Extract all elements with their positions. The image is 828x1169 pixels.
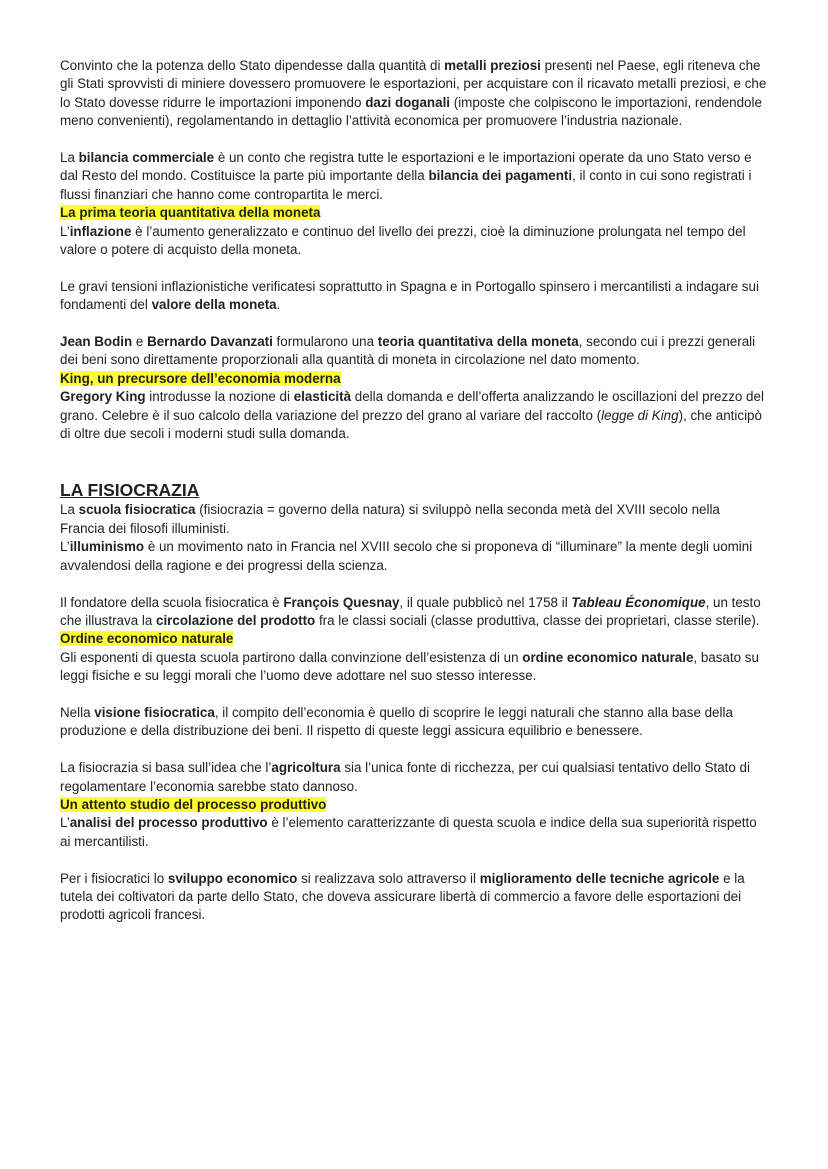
bold-term: sviluppo economico bbox=[167, 870, 298, 886]
text-run: della domanda e dell’offerta analizzando le oscillazioni del prezzo del grano. Celebre è il suo calcolo della variazione del prezzo del grano al variare del raccolto ( bbox=[60, 389, 764, 423]
bold-term: bilancia commerciale bbox=[78, 150, 215, 166]
bold-term: teoria quantitativa della moneta bbox=[377, 334, 579, 350]
bold-term: scuola fisiocratica bbox=[78, 502, 196, 518]
bold-term: Jean Bodin bbox=[60, 334, 133, 350]
paragraph-money-value bbox=[60, 278, 768, 315]
paragraph-analisi-processo bbox=[60, 814, 768, 851]
heading-processo-produttivo bbox=[60, 796, 768, 814]
bold-term: valore della moneta bbox=[151, 297, 277, 313]
text-run: Gli esponenti di questa scuola partirono dalla convinzione dell’esistenza di un bbox=[60, 649, 523, 665]
text-run: presenti nel Paese, egli riteneva che gli Stati sprovvisti di miniere dovessero promuovere le esportazioni, per acquistare con il ricavato metalli preziosi, e che lo Stato dovesse ridurre le importazioni imponendo bbox=[60, 58, 767, 110]
paragraph-inflation bbox=[60, 223, 768, 260]
text-run: è l’elemento caratterizzante di questa scuola e indice della sua superiorità rispetto ai mercantilisti. bbox=[60, 815, 757, 849]
text-run: Nella bbox=[60, 704, 95, 720]
paragraph-bodin-davanzati bbox=[60, 333, 768, 370]
text-run: , secondo cui i prezzi generali dei beni sono direttamente proporzionali alla quantità di moneta in circolazione nel dato momento. bbox=[60, 334, 756, 368]
text-run: sia l’unica fonte di ricchezza, per cui qualsiasi tentativo dello Stato di regolamentare l’economia sarebbe stato dannoso. bbox=[60, 760, 750, 794]
text-run: Le gravi tensioni inflazionistiche verificatesi soprattutto in Spagna e in Portogallo spinsero i mercantilisti a indagare sui fondamenti del bbox=[60, 278, 759, 313]
bold-term: dazi doganali bbox=[365, 94, 451, 110]
bold-term: François Quesnay bbox=[283, 594, 400, 610]
paragraph-trade-balance bbox=[60, 149, 768, 204]
bold-term: miglioramento delle tecniche agricole bbox=[479, 870, 720, 886]
bold-term: analisi del processo produttivo bbox=[69, 815, 268, 831]
text-run: introdusse la nozione di bbox=[145, 389, 294, 405]
paragraph-illuminismo bbox=[60, 538, 768, 575]
text-run: Per i fisiocratici lo bbox=[60, 870, 168, 886]
text-run: si realizzava solo attraverso il bbox=[297, 870, 480, 886]
text-run: e bbox=[132, 334, 148, 350]
text-run: (fisiocrazia = governo della natura) si sviluppò nella seconda metà del XVIII secolo nella Francia dei filosofi illuministi. bbox=[60, 502, 720, 536]
text-run: La fisiocrazia si basa sull’idea che l’ bbox=[60, 760, 272, 776]
text-run: La bbox=[60, 502, 79, 518]
paragraph-visione-fisiocratica bbox=[60, 704, 768, 741]
bold-term: agricoltura bbox=[271, 760, 341, 776]
text-run: La bbox=[60, 150, 79, 166]
bold-term bbox=[571, 595, 705, 610]
text-run: L’ bbox=[60, 223, 70, 239]
bold-term: visione fisiocratica bbox=[94, 704, 215, 720]
heading-ordine-naturale-text: Ordine economico naturale bbox=[60, 631, 234, 647]
bold-term: circolazione del prodotto bbox=[156, 612, 316, 628]
bold-italic-text: Tableau Économique bbox=[571, 594, 706, 610]
text-run: è l’aumento generalizzato e continuo del livello dei prezzi, cioè la diminuzione prolungata nel tempo del valore o potere di acquisto della moneta. bbox=[60, 223, 746, 258]
bold-term: elasticità bbox=[293, 389, 352, 405]
heading-processo-produttivo-text: Un attento studio del processo produttivo bbox=[60, 796, 327, 812]
bold-term: Gregory King bbox=[60, 389, 146, 405]
text-run: è un movimento nato in Francia nel XVIII secolo che si proponeva di “illuminare” la mente degli uomini avvalendosi della ragione e dei progressi della scienza. bbox=[60, 539, 753, 573]
text-run: , il quale pubblicò nel 1758 il bbox=[399, 594, 572, 610]
text-run: , il conto in cui sono registrati i flussi finanziari che hanno come contropartita le merci. bbox=[60, 168, 752, 202]
text-run: , un testo che illustrava la bbox=[60, 594, 761, 628]
text-run: formularono una bbox=[272, 334, 378, 350]
text-run: ), che anticipò di oltre due secoli i moderni studi sulla domanda. bbox=[60, 407, 762, 442]
text-run: Convinto che la potenza dello Stato dipendesse dalla quantità di bbox=[60, 58, 445, 73]
text-run: L’ bbox=[60, 815, 70, 831]
italic-term: legge di King bbox=[601, 407, 679, 423]
text-run: , il compito dell’economia è quello di scoprire le leggi naturali che stanno alla base della produzione e della distribuzione dei beni. Il rispetto di queste leggi assicura equilibrio e benessere. bbox=[60, 704, 733, 739]
text-run: è un conto che registra tutte le esportazioni e le importazioni operate da uno Stato verso e dal Resto del mondo. Costituisce la parte più importante della bbox=[60, 150, 752, 184]
bold-term: ordine economico naturale bbox=[522, 649, 694, 665]
heading-ordine-naturale bbox=[60, 630, 768, 648]
heading-quantity-theory-text: La prima teoria quantitativa della moneta bbox=[60, 205, 321, 221]
paragraph-quesnay bbox=[60, 594, 768, 631]
heading-king bbox=[60, 370, 768, 388]
bold-term: Bernardo Davanzati bbox=[147, 334, 273, 350]
heading-quantity-theory bbox=[60, 204, 768, 222]
paragraph-agricoltura bbox=[60, 759, 768, 796]
paragraph-mercantilism bbox=[60, 57, 768, 131]
paragraph-ordine-economico bbox=[60, 649, 768, 686]
bold-term: metalli preziosi bbox=[444, 58, 541, 73]
bold-term: illuminismo bbox=[69, 539, 145, 555]
bold-term: inflazione bbox=[69, 223, 132, 239]
heading-king-text: King, un precursore dell’economia moderna bbox=[60, 370, 341, 386]
paragraph-gregory-king bbox=[60, 388, 768, 443]
text-run: . bbox=[276, 297, 281, 313]
text-run: fra le classi sociali (classe produttiva, classe dei proprietari, classe sterile). bbox=[315, 612, 760, 628]
text-run: Il fondatore della scuola fisiocratica è bbox=[60, 594, 284, 610]
section-title-fisiocrazia: LA FISIOCRAZIA bbox=[60, 480, 200, 501]
text-run: e la tutela dei coltivatori da parte dello Stato, che doveva assicurare libertà di commercio a favore delle esportazioni dei prodotti agricoli francesi. bbox=[60, 870, 745, 923]
paragraph-scuola-fisiocratica bbox=[60, 501, 768, 538]
bold-term: bilancia dei pagamenti bbox=[428, 168, 573, 184]
text-run: (imposte che colpiscono le importazioni, rendendole meno convenienti), regolamentando in dettaglio l’attività economica per promuovere l’industria nazionale. bbox=[60, 94, 762, 129]
text-run: , basato su leggi fisiche e su leggi morali che l’uomo deve adottare nel suo stesso interesse. bbox=[60, 649, 759, 684]
paragraph-sviluppo-economico bbox=[60, 870, 768, 925]
text-run: L’ bbox=[60, 539, 70, 555]
